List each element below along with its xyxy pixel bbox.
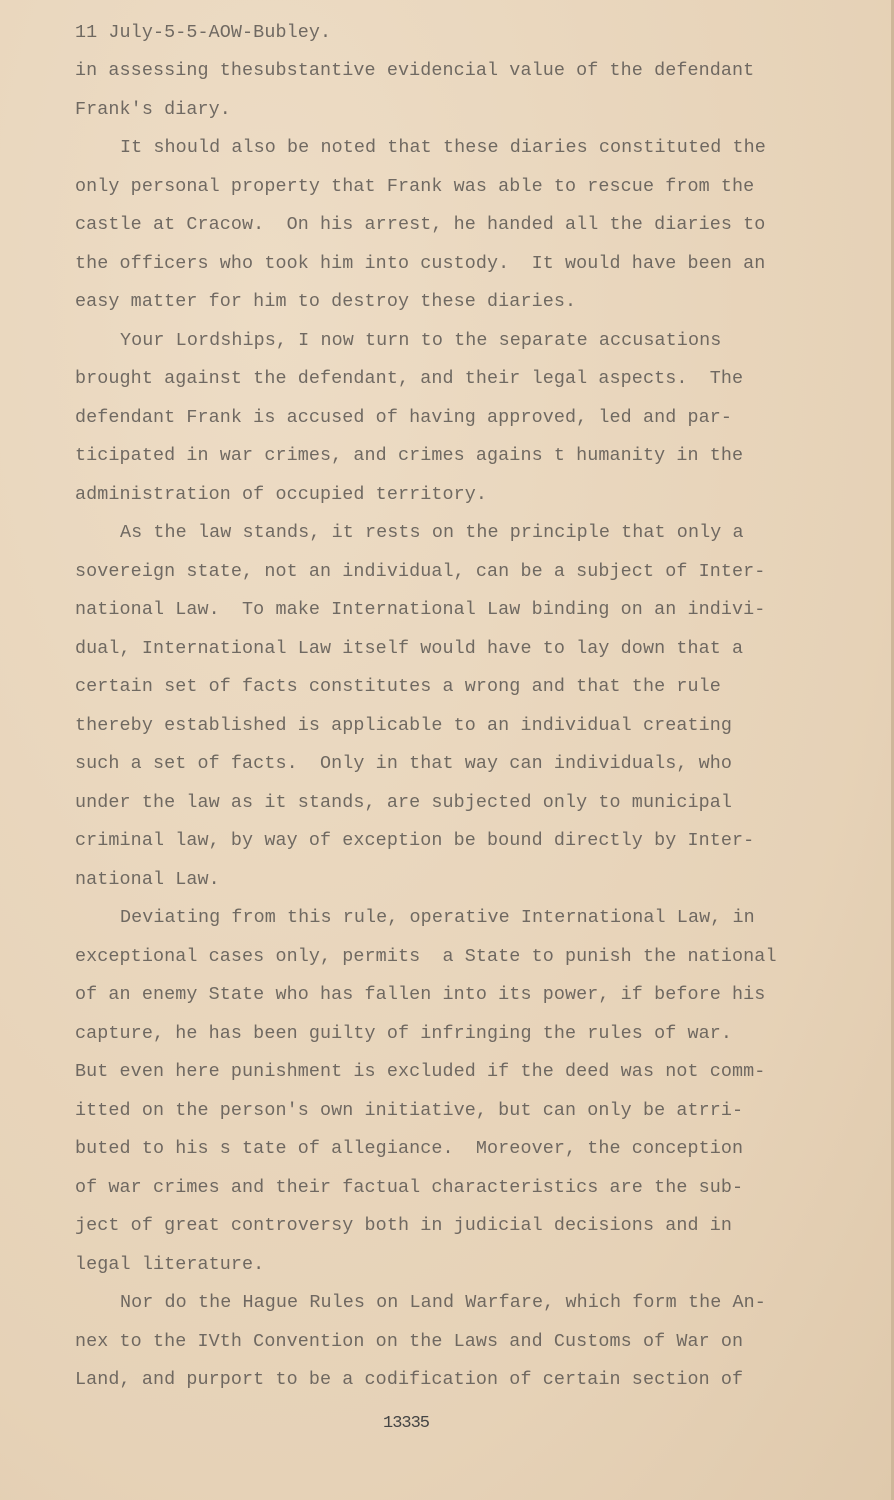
text-line: defendant Frank is accused of having approved, led and par- (75, 406, 733, 428)
text-line: Your Lordships, I now turn to the separate accusations (120, 329, 722, 351)
text-line: national Law. To make International Law binding on an indivi- (75, 599, 766, 620)
text-line: exceptional cases only, permits a State to punish the national (75, 945, 777, 967)
page-number: 13335 (383, 1414, 430, 1433)
text-line: brought against the defendant, and their legal aspects. The (75, 368, 744, 389)
text-line: certain set of facts constitutes a wrong and that the rule (75, 676, 721, 697)
text-line: Nor do the Hague Rules on Land Warfare, which form the An- (120, 1292, 766, 1313)
text-line: sovereign state, not an individual, can be a subject of Inter- (75, 560, 766, 582)
text-line: of an enemy State who has fallen into its power, if before his (75, 984, 766, 1005)
text-line: castle at Cracow. On his arrest, he handed all the diaries to (75, 214, 766, 235)
text-line: It should also be noted that these diaries constituted the (120, 137, 766, 158)
text-line: buted to his s tate of allegiance. Moreover, the conception (75, 1138, 744, 1159)
text-line: But even here punishment is excluded if the deed was not comm- (75, 1061, 766, 1082)
text-line: As the law stands, it rests on the principle that only a (120, 522, 744, 543)
page-header: 11 July-5-5-AOW-Bubley. (75, 22, 332, 43)
text-line: legal literature. (75, 1253, 265, 1275)
text-line: under the law as it stands, are subjected only to municipal (75, 791, 733, 813)
text-line: dual, International Law itself would have to lay down that a (75, 637, 744, 659)
text-line: nex to the IVth Convention on the Laws and Customs of War on (75, 1330, 744, 1352)
text-line: ticipated in war crimes, and crimes agains t humanity in the (75, 445, 744, 466)
text-line: such a set of facts. Only in that way can individuals, who (75, 753, 733, 774)
text-line: national Law. (75, 868, 220, 890)
text-line: Frank's diary. (75, 98, 231, 120)
text-line: only personal property that Frank was able to rescue from the (75, 175, 755, 197)
text-line: capture, he has been guilty of infringing the rules of war. (75, 1022, 733, 1044)
text-line: Deviating from this rule, operative International Law, in (120, 907, 755, 928)
text-line: administration of occupied territory. (75, 483, 488, 505)
text-line: of war crimes and their factual characteristics are the sub- (75, 1176, 744, 1198)
text-line: easy matter for him to destroy these diaries. (75, 291, 577, 312)
text-line: ject of great controversy both in judicial decisions and in (75, 1215, 733, 1236)
text-line: in assessing thesubstantive evidencial value of the defendant (75, 60, 755, 81)
text-line: criminal law, by way of exception be bound directly by Inter- (75, 830, 755, 851)
text-line: the officers who took him into custody. It would have been an (75, 252, 766, 274)
text-line: thereby established is applicable to an individual creating (75, 714, 733, 736)
text-line: itted on the person's own initiative, but can only be atrri- (75, 1099, 744, 1121)
text-line: Land, and purport to be a codification of certain section of (75, 1369, 744, 1390)
